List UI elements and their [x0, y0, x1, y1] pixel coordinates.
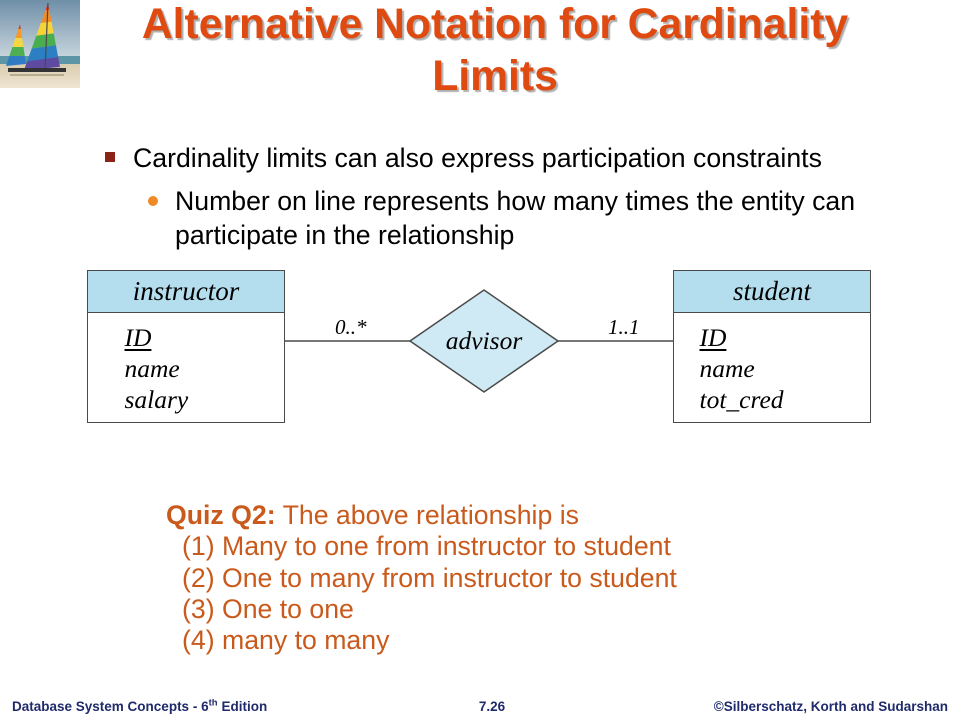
quiz-option-4: (4) many to many: [182, 625, 390, 656]
slide-title: [95, 0, 895, 102]
entity-student-header: student: [674, 271, 870, 313]
quiz-block: [166, 500, 677, 656]
bullet-1-text: Cardinality limits can also express participation constraints: [133, 143, 822, 173]
quiz-label: Quiz Q2:: [166, 500, 276, 530]
entity-instructor-header: instructor: [88, 271, 284, 313]
attribute-student-id: ID: [699, 323, 727, 353]
footer-book-name: Database System Concepts - 6: [12, 699, 209, 714]
footer-edition-word: Edition: [221, 699, 268, 714]
attribute-student-name: name: [699, 354, 755, 384]
hull-shadow: [10, 74, 64, 76]
footer-page-number: 7.26: [478, 699, 506, 714]
relationship-connectors: [280, 280, 680, 405]
quiz-option-3: (3) One to one: [182, 593, 354, 624]
cardinality-student-side: 1..1: [608, 315, 640, 339]
footer-book-title: [12, 697, 268, 714]
square-bullet-icon: [105, 152, 115, 162]
title-line-1: Alternative Notation for Cardinality: [141, 0, 849, 48]
cardinality-instructor-side: 0..*: [335, 315, 367, 339]
entity-student-attributes: [700, 322, 784, 415]
sub-bullet-1-line-1: Number on line represents how many times the entity can: [175, 186, 856, 216]
round-bullet-icon: [148, 196, 158, 206]
footer-copyright: ©Silberschatz, Korth and Sudarshan: [713, 699, 948, 714]
title-line-2: Limits: [432, 52, 558, 100]
attribute-instructor-name: name: [124, 354, 180, 384]
quiz-heading: [166, 500, 677, 531]
attribute-instructor-id: ID: [124, 323, 152, 353]
quiz-option-1: (1) Many to one from instructor to student: [182, 531, 671, 562]
entity-instructor: [87, 270, 285, 423]
sub-bullet-1: [175, 184, 855, 252]
footer-edition-ordinal: th: [208, 697, 218, 709]
hull: [8, 68, 66, 72]
quiz-option-2: (2) One to many from instructor to student: [182, 562, 677, 593]
attribute-student-tot-cred: tot_cred: [699, 385, 784, 415]
attribute-instructor-salary: salary: [124, 385, 189, 415]
sub-bullet-1-line-2: participate in the relationship: [175, 220, 515, 250]
quiz-question: The above relationship is: [282, 500, 579, 530]
relationship-name: advisor: [445, 326, 523, 355]
entity-student: [673, 270, 871, 423]
sailboat-photo: [0, 0, 80, 88]
entity-instructor-attributes: [125, 322, 189, 415]
